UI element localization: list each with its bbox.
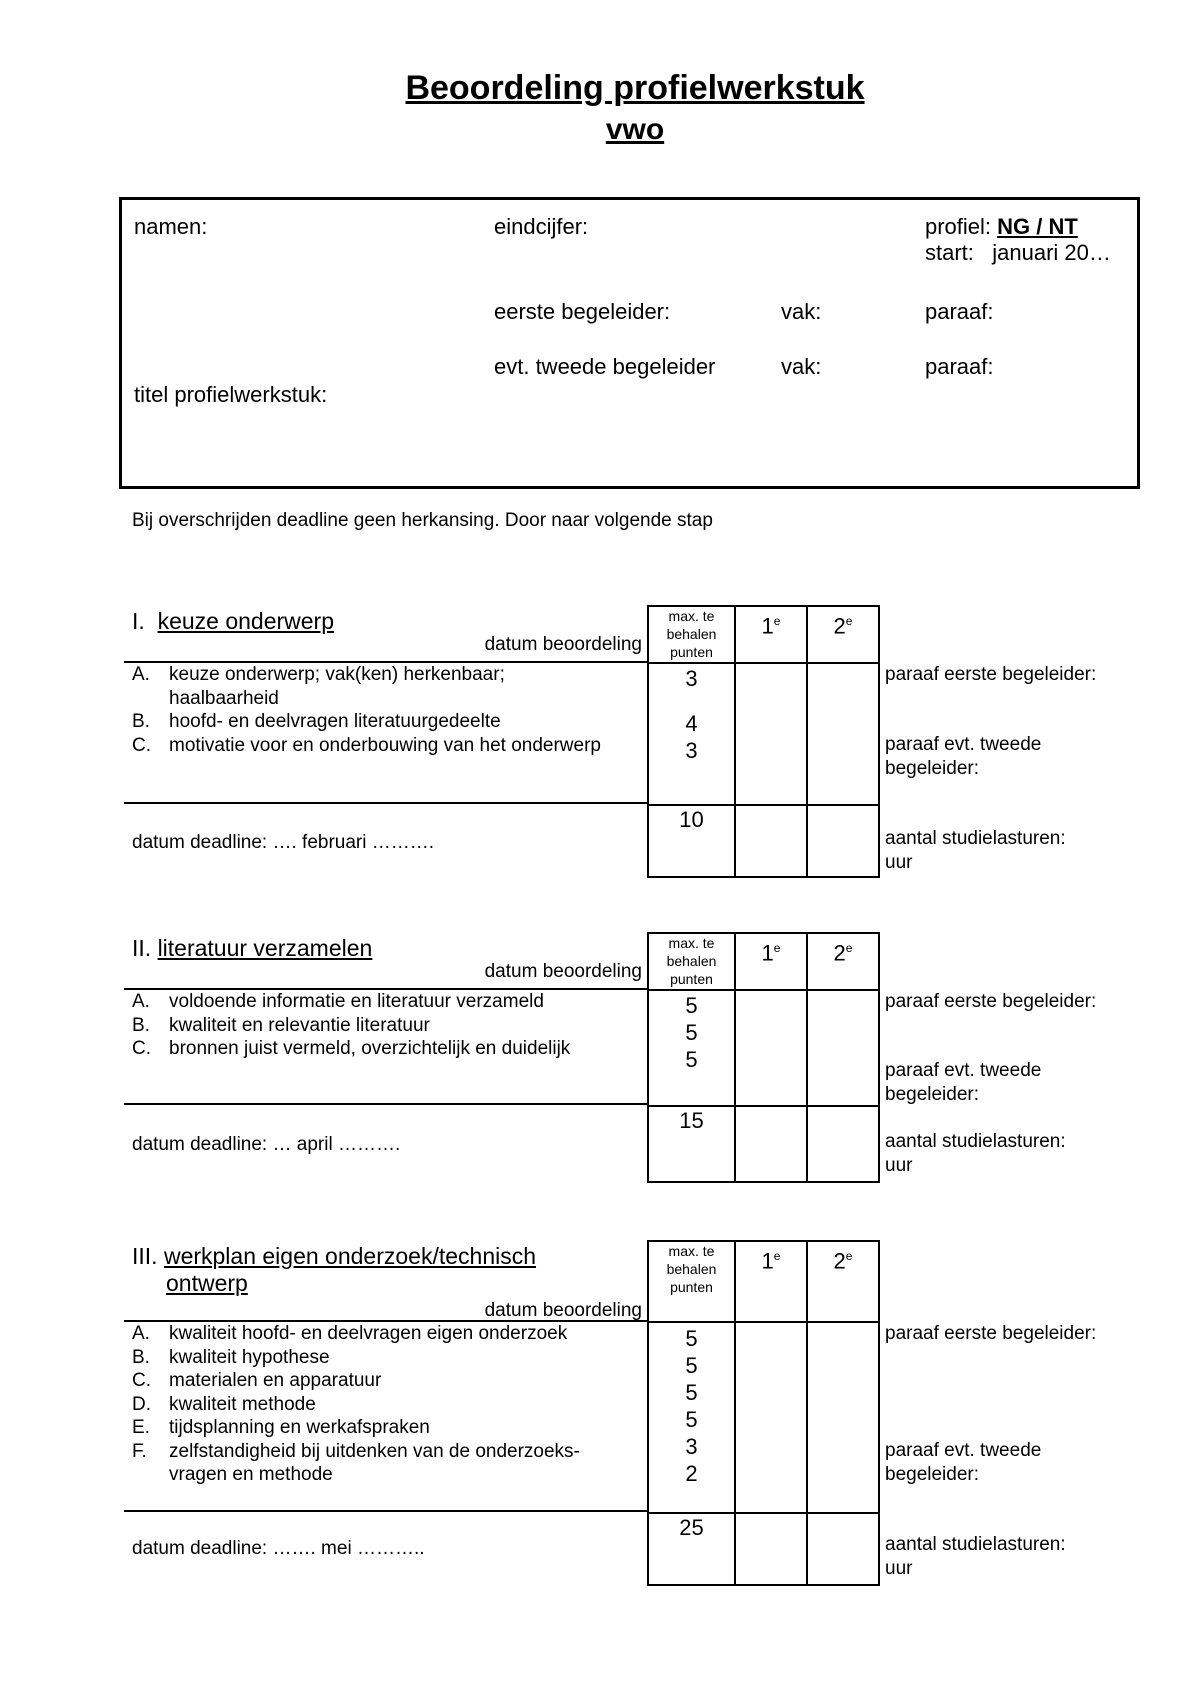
score-header-row bbox=[648, 606, 879, 663]
second-total-cell[interactable] bbox=[807, 805, 879, 877]
item-label: E. bbox=[132, 1417, 150, 1438]
paraaf-tweede-line: paraaf evt. tweede bbox=[885, 734, 1042, 755]
item-text: zelfstandigheid bij uitdenken van de onderzoeks- bbox=[169, 1440, 580, 1462]
section-title-text: werkplan eigen onderzoek/technisch bbox=[163, 1243, 537, 1269]
section-title-text: keuze onderwerp bbox=[157, 608, 335, 634]
max-header-line: max. te bbox=[668, 608, 715, 624]
list-item bbox=[132, 663, 601, 687]
second-assessor-header bbox=[807, 1241, 879, 1322]
item-text: keuze onderwerp; vak(ken) herkenbaar; bbox=[169, 664, 505, 685]
criteria-list bbox=[132, 1322, 580, 1487]
paraaf-tweede-line: paraaf evt. tweede bbox=[885, 1060, 1042, 1081]
item-text: haalbaarheid bbox=[169, 687, 279, 709]
section-numeral: III. bbox=[132, 1243, 158, 1269]
total-points: 10 bbox=[679, 807, 704, 832]
section-title bbox=[132, 934, 372, 962]
first-score-cell[interactable] bbox=[735, 1322, 807, 1513]
list-item bbox=[132, 1014, 570, 1038]
ordinal-suffix: e bbox=[845, 614, 853, 628]
studielast-line: uur bbox=[885, 1154, 913, 1176]
score-total-row bbox=[648, 1106, 879, 1182]
divider-bottom bbox=[124, 1103, 648, 1105]
item-label: A. bbox=[132, 991, 150, 1012]
second-label: 2 bbox=[833, 1248, 846, 1274]
item-text: motivatie voor en onderbouwing van het onderwerp bbox=[169, 734, 601, 756]
start-label: start: bbox=[925, 240, 974, 265]
paraaf-tweede-line: begeleider: bbox=[885, 757, 980, 779]
list-item bbox=[132, 710, 601, 734]
first-assessor-header bbox=[735, 1241, 807, 1322]
first-label: 1 bbox=[761, 613, 774, 639]
item-label: B. bbox=[132, 711, 150, 732]
max-points: 5 bbox=[685, 993, 698, 1018]
paraaf-tweede-line: begeleider: bbox=[885, 1463, 980, 1485]
section-numeral: I. bbox=[132, 608, 145, 634]
paraaf-tweede-line: begeleider: bbox=[885, 1083, 980, 1105]
first-score-cell[interactable] bbox=[735, 663, 807, 805]
paraaf-eerste-label: paraaf eerste begeleider: bbox=[885, 991, 1097, 1012]
item-label: C. bbox=[132, 734, 151, 756]
total-cell bbox=[648, 805, 735, 877]
item-text: kwaliteit hoofd- en deelvragen eigen onderzoek bbox=[169, 1323, 568, 1344]
second-label: 2 bbox=[833, 940, 846, 966]
first-total-cell[interactable] bbox=[735, 1106, 807, 1182]
eerste-begeleider-label: eerste begeleider: bbox=[494, 299, 671, 324]
item-label: A. bbox=[132, 1323, 150, 1344]
item-text: kwaliteit methode bbox=[169, 1393, 316, 1415]
profiel-label: profiel: bbox=[925, 214, 992, 239]
second-total-cell[interactable] bbox=[807, 1513, 879, 1585]
item-text: materialen en apparatuur bbox=[169, 1370, 382, 1391]
datum-beoordeling-label: datum beoordeling bbox=[484, 634, 642, 655]
paraaf-label-2: paraaf: bbox=[925, 354, 994, 379]
title-block bbox=[0, 68, 1200, 150]
list-item bbox=[132, 734, 601, 758]
item-text: voldoende informatie en literatuur verzameld bbox=[169, 991, 544, 1012]
first-total-cell[interactable] bbox=[735, 805, 807, 877]
profiel-value: NG / NT bbox=[997, 214, 1078, 239]
studielast-line: aantal studielasturen: bbox=[885, 1131, 1066, 1152]
start-field bbox=[925, 240, 1111, 266]
max-header-line: behalen bbox=[666, 626, 717, 642]
item-text: kwaliteit en relevantie literatuur bbox=[169, 1014, 430, 1036]
first-assessor-header bbox=[735, 933, 807, 990]
first-assessor-header bbox=[735, 606, 807, 663]
paraaf-eerste-label: paraaf eerste begeleider: bbox=[885, 664, 1097, 685]
points-cell bbox=[648, 663, 735, 805]
item-label: A. bbox=[132, 664, 150, 685]
points-cell bbox=[648, 1322, 735, 1513]
ordinal-suffix: e bbox=[773, 1249, 781, 1263]
paraaf-tweede-line: paraaf evt. tweede bbox=[885, 1440, 1042, 1461]
deadline-date: datum deadline: ……. mei ……….. bbox=[132, 1538, 425, 1559]
score-points-row bbox=[648, 1322, 879, 1513]
vak-label-2: vak: bbox=[781, 354, 822, 379]
studielast-line: uur bbox=[885, 851, 913, 873]
section-title-text: ontwerp bbox=[166, 1270, 248, 1296]
item-label: D. bbox=[132, 1393, 151, 1415]
ordinal-suffix: e bbox=[845, 1249, 853, 1263]
list-item bbox=[132, 1346, 580, 1370]
item-label: B. bbox=[132, 1346, 150, 1368]
deadline-date: datum deadline: … april ………. bbox=[132, 1134, 401, 1155]
second-score-cell[interactable] bbox=[807, 1322, 879, 1513]
section-title-line2 bbox=[166, 1269, 248, 1297]
titel-label: titel profielwerkstuk: bbox=[134, 382, 328, 407]
score-header-row bbox=[648, 933, 879, 990]
datum-beoordeling-label: datum beoordeling bbox=[484, 1300, 642, 1321]
second-total-cell[interactable] bbox=[807, 1106, 879, 1182]
max-points: 5 bbox=[685, 1020, 698, 1045]
max-points: 5 bbox=[685, 1353, 698, 1378]
section-title bbox=[132, 607, 334, 635]
studielasturen-label bbox=[885, 1533, 1066, 1580]
score-total-row bbox=[648, 1513, 879, 1585]
score-points-row bbox=[648, 990, 879, 1106]
item-text: kwaliteit hypothese bbox=[169, 1346, 330, 1368]
profiel-field bbox=[925, 214, 1078, 240]
max-header-line: punten bbox=[670, 644, 713, 660]
score-table bbox=[647, 605, 880, 878]
student-info-box bbox=[119, 197, 1140, 489]
list-item bbox=[132, 1322, 580, 1346]
max-points: 2 bbox=[685, 1461, 698, 1486]
ordinal-suffix: e bbox=[773, 614, 781, 628]
paraaf-tweede-label bbox=[885, 1059, 1041, 1106]
score-points-row bbox=[648, 663, 879, 805]
total-points: 25 bbox=[679, 1515, 704, 1540]
first-total-cell[interactable] bbox=[735, 1513, 807, 1585]
second-score-cell[interactable] bbox=[807, 663, 879, 805]
max-header-line: behalen bbox=[666, 1261, 717, 1277]
paraaf-tweede-label bbox=[885, 1439, 1041, 1486]
item-label: F. bbox=[132, 1440, 147, 1462]
total-points: 15 bbox=[679, 1108, 704, 1133]
item-text: tijdsplanning en werkafspraken bbox=[169, 1417, 430, 1438]
datum-beoordeling-label: datum beoordeling bbox=[484, 961, 642, 982]
max-points: 3 bbox=[685, 738, 698, 763]
max-points-header bbox=[648, 606, 735, 663]
list-item bbox=[132, 1416, 580, 1440]
list-item bbox=[132, 1393, 580, 1417]
divider-bottom bbox=[124, 802, 648, 804]
total-cell bbox=[648, 1106, 735, 1182]
studielasturen-label bbox=[885, 827, 1066, 874]
max-points-header bbox=[648, 1241, 735, 1322]
page-subtitle: vwo bbox=[605, 113, 665, 146]
total-cell bbox=[648, 1513, 735, 1585]
first-label: 1 bbox=[761, 940, 774, 966]
section-title-text: literatuur verzamelen bbox=[157, 935, 373, 961]
max-header-line: max. te bbox=[668, 935, 715, 951]
max-points: 3 bbox=[685, 666, 698, 691]
criteria-list bbox=[132, 663, 601, 757]
paraaf-label-1: paraaf: bbox=[925, 299, 994, 324]
list-item bbox=[132, 1463, 580, 1487]
list-item bbox=[132, 1037, 570, 1061]
page-title: Beoordeling profielwerkstuk bbox=[405, 69, 865, 107]
max-points: 3 bbox=[685, 1434, 698, 1459]
score-header-row bbox=[648, 1241, 879, 1322]
max-header-line: punten bbox=[670, 971, 713, 987]
studielasturen-label bbox=[885, 1130, 1066, 1177]
tweede-begeleider-label: evt. tweede begeleider bbox=[494, 354, 716, 379]
item-text: bronnen juist vermeld, overzichtelijk en duidelijk bbox=[169, 1038, 571, 1059]
studielast-line: aantal studielasturen: bbox=[885, 828, 1066, 849]
section-title bbox=[132, 1242, 536, 1270]
criteria-list bbox=[132, 990, 570, 1061]
divider-bottom bbox=[124, 1510, 648, 1512]
score-table bbox=[647, 1240, 880, 1586]
list-item bbox=[132, 687, 601, 711]
score-total-row bbox=[648, 805, 879, 877]
max-points: 5 bbox=[685, 1380, 698, 1405]
item-text: vragen en methode bbox=[169, 1464, 333, 1485]
first-score-cell[interactable] bbox=[735, 990, 807, 1106]
score-table bbox=[647, 932, 880, 1183]
max-points-header bbox=[648, 933, 735, 990]
second-assessor-header bbox=[807, 933, 879, 990]
ordinal-suffix: e bbox=[773, 941, 781, 955]
namen-label: namen: bbox=[134, 214, 208, 239]
second-label: 2 bbox=[833, 613, 846, 639]
eindcijfer-label: eindcijfer: bbox=[494, 214, 589, 239]
item-label: C. bbox=[132, 1370, 151, 1391]
studielast-line: uur bbox=[885, 1557, 913, 1579]
paraaf-eerste-label: paraaf eerste begeleider: bbox=[885, 1323, 1097, 1344]
max-points: 5 bbox=[685, 1047, 698, 1072]
ordinal-suffix: e bbox=[845, 941, 853, 955]
studielast-line: aantal studielasturen: bbox=[885, 1534, 1066, 1555]
max-points: 5 bbox=[685, 1407, 698, 1432]
paraaf-tweede-label bbox=[885, 733, 1041, 780]
list-item bbox=[132, 1440, 580, 1464]
item-label: C. bbox=[132, 1038, 151, 1059]
item-text: hoofd- en deelvragen literatuurgedeelte bbox=[169, 711, 501, 732]
deadline-date: datum deadline: …. februari ………. bbox=[132, 832, 435, 853]
vak-label-1: vak: bbox=[781, 299, 822, 324]
second-assessor-header bbox=[807, 606, 879, 663]
list-item bbox=[132, 1369, 580, 1393]
max-header-line: behalen bbox=[666, 953, 717, 969]
max-points: 5 bbox=[685, 1326, 698, 1351]
max-points: 4 bbox=[685, 711, 698, 736]
list-item bbox=[132, 990, 570, 1014]
first-label: 1 bbox=[761, 1248, 774, 1274]
second-score-cell[interactable] bbox=[807, 990, 879, 1106]
section-numeral: II. bbox=[132, 935, 152, 961]
max-header-line: punten bbox=[670, 1279, 713, 1295]
start-value: januari 20… bbox=[992, 240, 1111, 265]
max-header-line: max. te bbox=[668, 1243, 715, 1259]
deadline-notice: Bij overschrijden deadline geen herkansing. Door naar volgende stap bbox=[132, 510, 713, 531]
item-label: B. bbox=[132, 1014, 150, 1036]
points-cell bbox=[648, 990, 735, 1106]
